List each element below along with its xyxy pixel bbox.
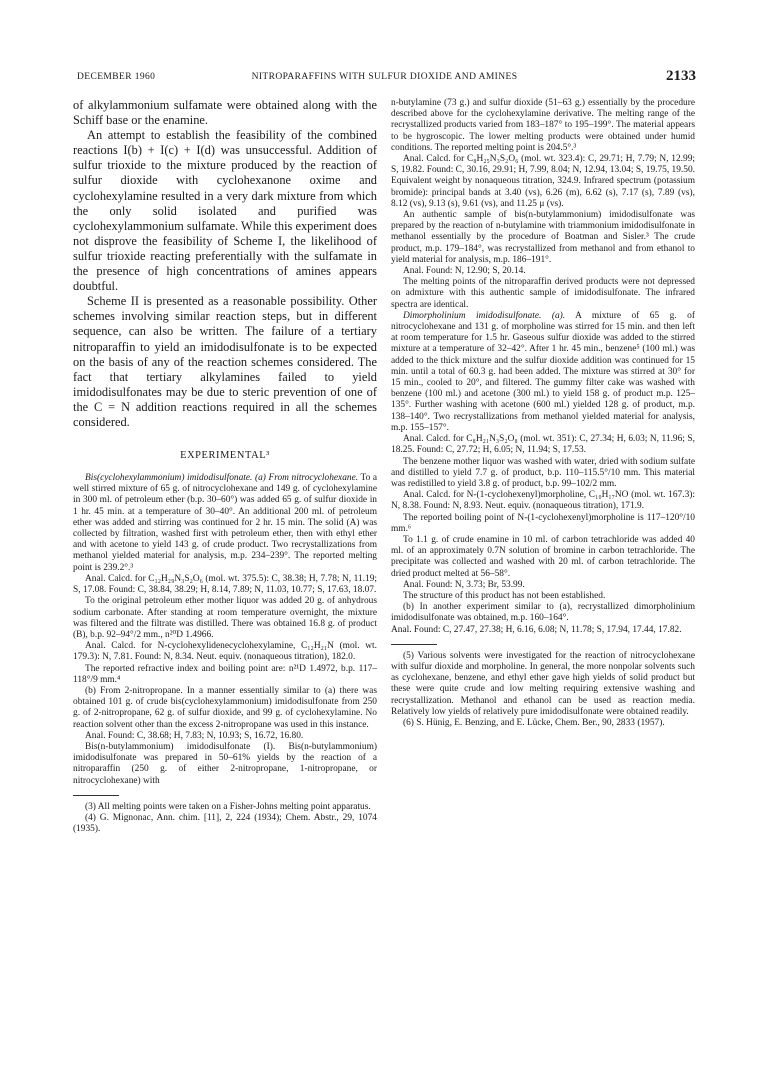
paragraph: Scheme II is presented as a reasonable possibility. Other schemes involving similar reaction steps, but in different sequence, can also be written. The failure of a tertiary nitroparaffin to yield an imidodisulfonate is to be expected on the basis of any of the reaction schemes considered. The fact that tertiary alkylamines failed to yield imidodisulfonates may be due to steric prevention of one of the C = N addition reactions required in all the schemes considered. [73,294,377,429]
footnote: (5) Various solvents were investigated for the reaction of nitrocyclohexane with sulfur dioxide and morpholine. In general, the more nonpolar solvents such as cyclohexane, benzene, and ethyl ether gave high yields of solid product but these were quite crude and low melting requiring extensive washing and recrystallization. Methanol and ethanol can be used as reaction media. Relatively low yields of relatively pure imidodisulfonate were obtained readily. [391,650,695,717]
paragraph: To the original petroleum ether mother liquor was added 20 g. of anhydrous sodium carbonate. After standing at room temperature overnight, the mixture was filtered and the filtrate was distilled. There was obtained 16.8 g. of product (B), b.p. 92–94°/2 mm., n²⁰D 1.4966. [73,596,377,640]
experimental-text [73,473,377,787]
page-header [73,68,696,86]
compound-heading: Bis(cyclohexylammonium) imidodisulfonate. (a) From nitrocyclohexane. [85,473,359,484]
page-number: 2133 [666,68,696,84]
paragraph: The benzene mother liquor was washed with water, dried with sodium sulfate and distilled to yield 7.7 g. of product, b.p. 110–115.5°/10 mm. This material was redistilled to yield 3.8 g. of product, b.p. 99–102/2 mm. [391,456,695,489]
discussion-text [73,98,377,430]
section-heading: EXPERIMENTAL³ [180,450,270,462]
analysis-line: Anal. Found: N, 12.90; S, 20.14. [403,266,526,277]
right-column [391,98,695,729]
analysis-line: Anal. Calcd. for C₈H₂₁N₃S₂O₈ (mol. wt. 351): C, 27.34; H, 6.03; N, 11.96; S, 18.25. Found: C, 27.72; H, 6.05; N, 11.94; S, 17.53. [391,434,695,456]
footnote: (6) S. Hünig, E. Benzing, and E. Lücke, Chem. Ber., 90, 2833 (1957). [403,717,665,728]
paragraph-body: A mixture of 65 g. of nitrocyclohexane and 131 g. of morpholine was stirred for 15 min. and then left at room temperature for 1.5 hr. Gaseous sulfur dioxide was added to the stirred mixture at a temperature of 32–42°. After 1 hr. 45 min., benzene⁵ (100 ml.) was added to the thick mixture and the sulfur dioxide addition was continued for 15 min. until a total of 60.3 g. had been added. The mixture was stirred at 30° for 15 min., cooled to 20°, and filtered. The gummy filter cake was washed with benzene (100 ml.) and acetone (300 ml.) to yield 158 g. of product m.p. 125–135°. Further washing with acetone (600 ml.) yielded 128 g. of product, m.p. 138–140°. Two recrystallizations from methanol yielded material for analysis, m.p. 155–157°. [391,310,695,433]
analysis-line: Anal. Found: C, 38.68; H, 7.83; N, 10.93; S, 16.72, 16.80. [85,730,304,741]
paragraph: The structure of this product has not been established. [403,590,606,601]
paragraph: The melting points of the nitroparaffin derived products were not depressed on admixture with this authentic sample of imidodisulfonate. The infrared spectra are identical. [391,277,695,310]
analysis-line: Anal. Calcd. for N-(1-cyclohexenyl)morpholine, C₁₀H₁₇NO (mol. wt. 167.3): N, 8.38. Found: N, 8.93. Neut. equiv. (nonaqueous titration), 171.9. [391,490,695,512]
header-date: DECEMBER 1960 [77,72,156,82]
paragraph: An authentic sample of bis(n-butylammonium) imidodisulfonate was prepared by the reaction of n-butylamine with triammonium imidodisulfonate in methanol essentially by the procedure of Boatman and Sisler.³ The crude product, m.p. 179–184°, was recrystallized from methanol and from ethanol to yield material for analysis, m.p. 186–191°. [391,210,695,265]
paragraph: of alkylammonium sulfamate were obtained along with the Schiff base or the enamine. [73,98,377,128]
footnote-divider [73,795,119,796]
paragraph [73,473,377,574]
analysis-line: Anal. Found: C, 27.47, 27.38; H, 6.16, 6.08; N, 11.78; S, 17.94, 17.44, 17.82. [391,624,682,635]
footnotes [391,651,695,729]
analysis-line: Anal. Calcd. for C₈H₂₅N₃S₂O₆ (mol. wt. 323.4): C, 29.71; H, 7.79; N, 12.99; S, 19.82. Found: C, 30.16, 29.91; H, 7.99, 8.04; N, 12.94, 13.04; S, 19.75, 19.50. Equivalent weight by nonaqueous titration, 324.9. Infrared spectrum (potassium bromide): principal bands at 3.40 (vs), 6.26 (m), 6.62 (s), 7.17 (s), 7.89 (vs), 8.12 (vs), 9.13 (s), 9.61 (vs), and 11.25 μ (vs). [391,154,695,209]
footnote: (4) G. Mignonac, Ann. chim. [11], 2, 224 (1934); Chem. Abstr., 29, 1074 (1935). [73,812,377,835]
header-running-title: NITROPARAFFINS WITH SULFUR DIOXIDE AND AMINES [251,72,518,82]
analysis-line: Anal. Calcd. for N-cyclohexylidenecyclohexylamine, C₁₂H₂₁N (mol. wt. 179.3): N, 7.81. Found: N, 8.34. Neut. equiv. (nonaqueous titration), 182.0. [73,641,377,663]
paragraph: To 1.1 g. of crude enamine in 10 ml. of carbon tetrachloride was added 40 ml. of an approximately 0.7N solution of bromine in carbon tetrachloride. The precipitate was collected and washed with 20 ml. of carbon tetrachloride. The dried product melted at 56–58°. [391,534,695,579]
paragraph: n-butylamine (73 g.) and sulfur dioxide (51–63 g.) essentially by the procedure described above for the cyclohexylamine derivative. The melting range of the recrystallized products varied from 183–187° to 195–199°. The material appears to be hygroscopic. The lower melting products were obtained under humid conditions. The reported melting point is 204.5°.³ [391,98,695,153]
paragraph: (b) In another experiment similar to (a), recrystallized dimorpholinium imidodisulfonate was obtained, m.p. 160–164°. [391,602,695,624]
paragraph-body: To a well stirred mixture of 65 g. of nitrocyclohexane and 149 g. of cyclohexylamine in 300 ml. of petroleum ether (b.p. 30–60°) was added 65 g. of sulfur dioxide in 1 hr. 45 min. at a temperature of 30–40°. An additional 200 ml. of petroleum ether was added and stirring was continued for 2 hr. 15 min. The solid (A) was collected by filtration, washed first with petroleum ether, then with ethyl ether and with acetone to yield 143 g. of crude product. Two recrystallizations from methanol yielded material for analysis, m.p. 234–239°. The reported melting point is 239.2°.³ [73,473,377,573]
compound-heading: Dimorpholinium imidodisulfonate. (a). [403,310,566,321]
paragraph [391,311,695,434]
paragraph: An attempt to establish the feasibility of the combined reactions I(b) + I(c) + I(d) was unsuccessful. Addition of sulfur trioxide to the mixture produced by the reaction of sulfur dioxide with cyclohexanone oxime and cyclohexylamine resulted in a very dark mixture from which the only solid isolated and purified was cyclohexylammonium sulfamate. While this experiment does not disprove the feasibility of Scheme I, the likelihood of sulfur trioxide reacting preferentially with the sulfamate in the presence of high concentrations of amines appears doubtful. [73,128,377,294]
paragraph: The reported boiling point of N-(1-cyclohexenyl)morpholine is 117–120°/10 mm.⁶ [391,512,695,534]
footnotes [73,802,377,836]
analysis-line: Anal. Calcd. for C₁₂H₂₉N₃S₂O₆ (mol. wt. 375.5): C, 38.38; H, 7.78; N, 11.19; S, 17.08. Found: C, 38.84, 38.29; H, 8.14, 7.89; N, 11.03, 10.77; S, 17.63, 18.07. [73,573,377,596]
paragraph: The reported refractive index and boiling point are: n²¹D 1.4972, b.p. 117–118°/9 mm.⁴ [73,663,377,685]
footnote-divider [391,644,437,645]
experimental-text-continued [391,98,695,636]
analysis-line: Anal. Found: N, 3.73; Br, 53.99. [403,579,525,590]
footnote: (3) All melting points were taken on a Fisher-Johns melting point apparatus. [85,801,371,812]
paragraph: Bis(n-butylammonium) imidodisulfonate (I). Bis(n-butylammonium) imidodisulfonate was prepared in 50–61% yields by the reaction of a nitroparaffin (250 g. of either 2-nitropropane, 1-nitropropane, or nitrocyclohexane) with [73,741,377,786]
paragraph: (b) From 2-nitropropane. In a manner essentially similar to (a) there was obtained 101 g. of crude bis(cyclohexylammonium) imidodisulfonate from 250 g. of 2-nitropropane, 62 g. of sulfur dioxide, and 99 g. of cyclohexylamine. No reaction solvent other than the excess 2-nitropropane was used in this instance. [73,685,377,730]
left-column [73,98,377,835]
